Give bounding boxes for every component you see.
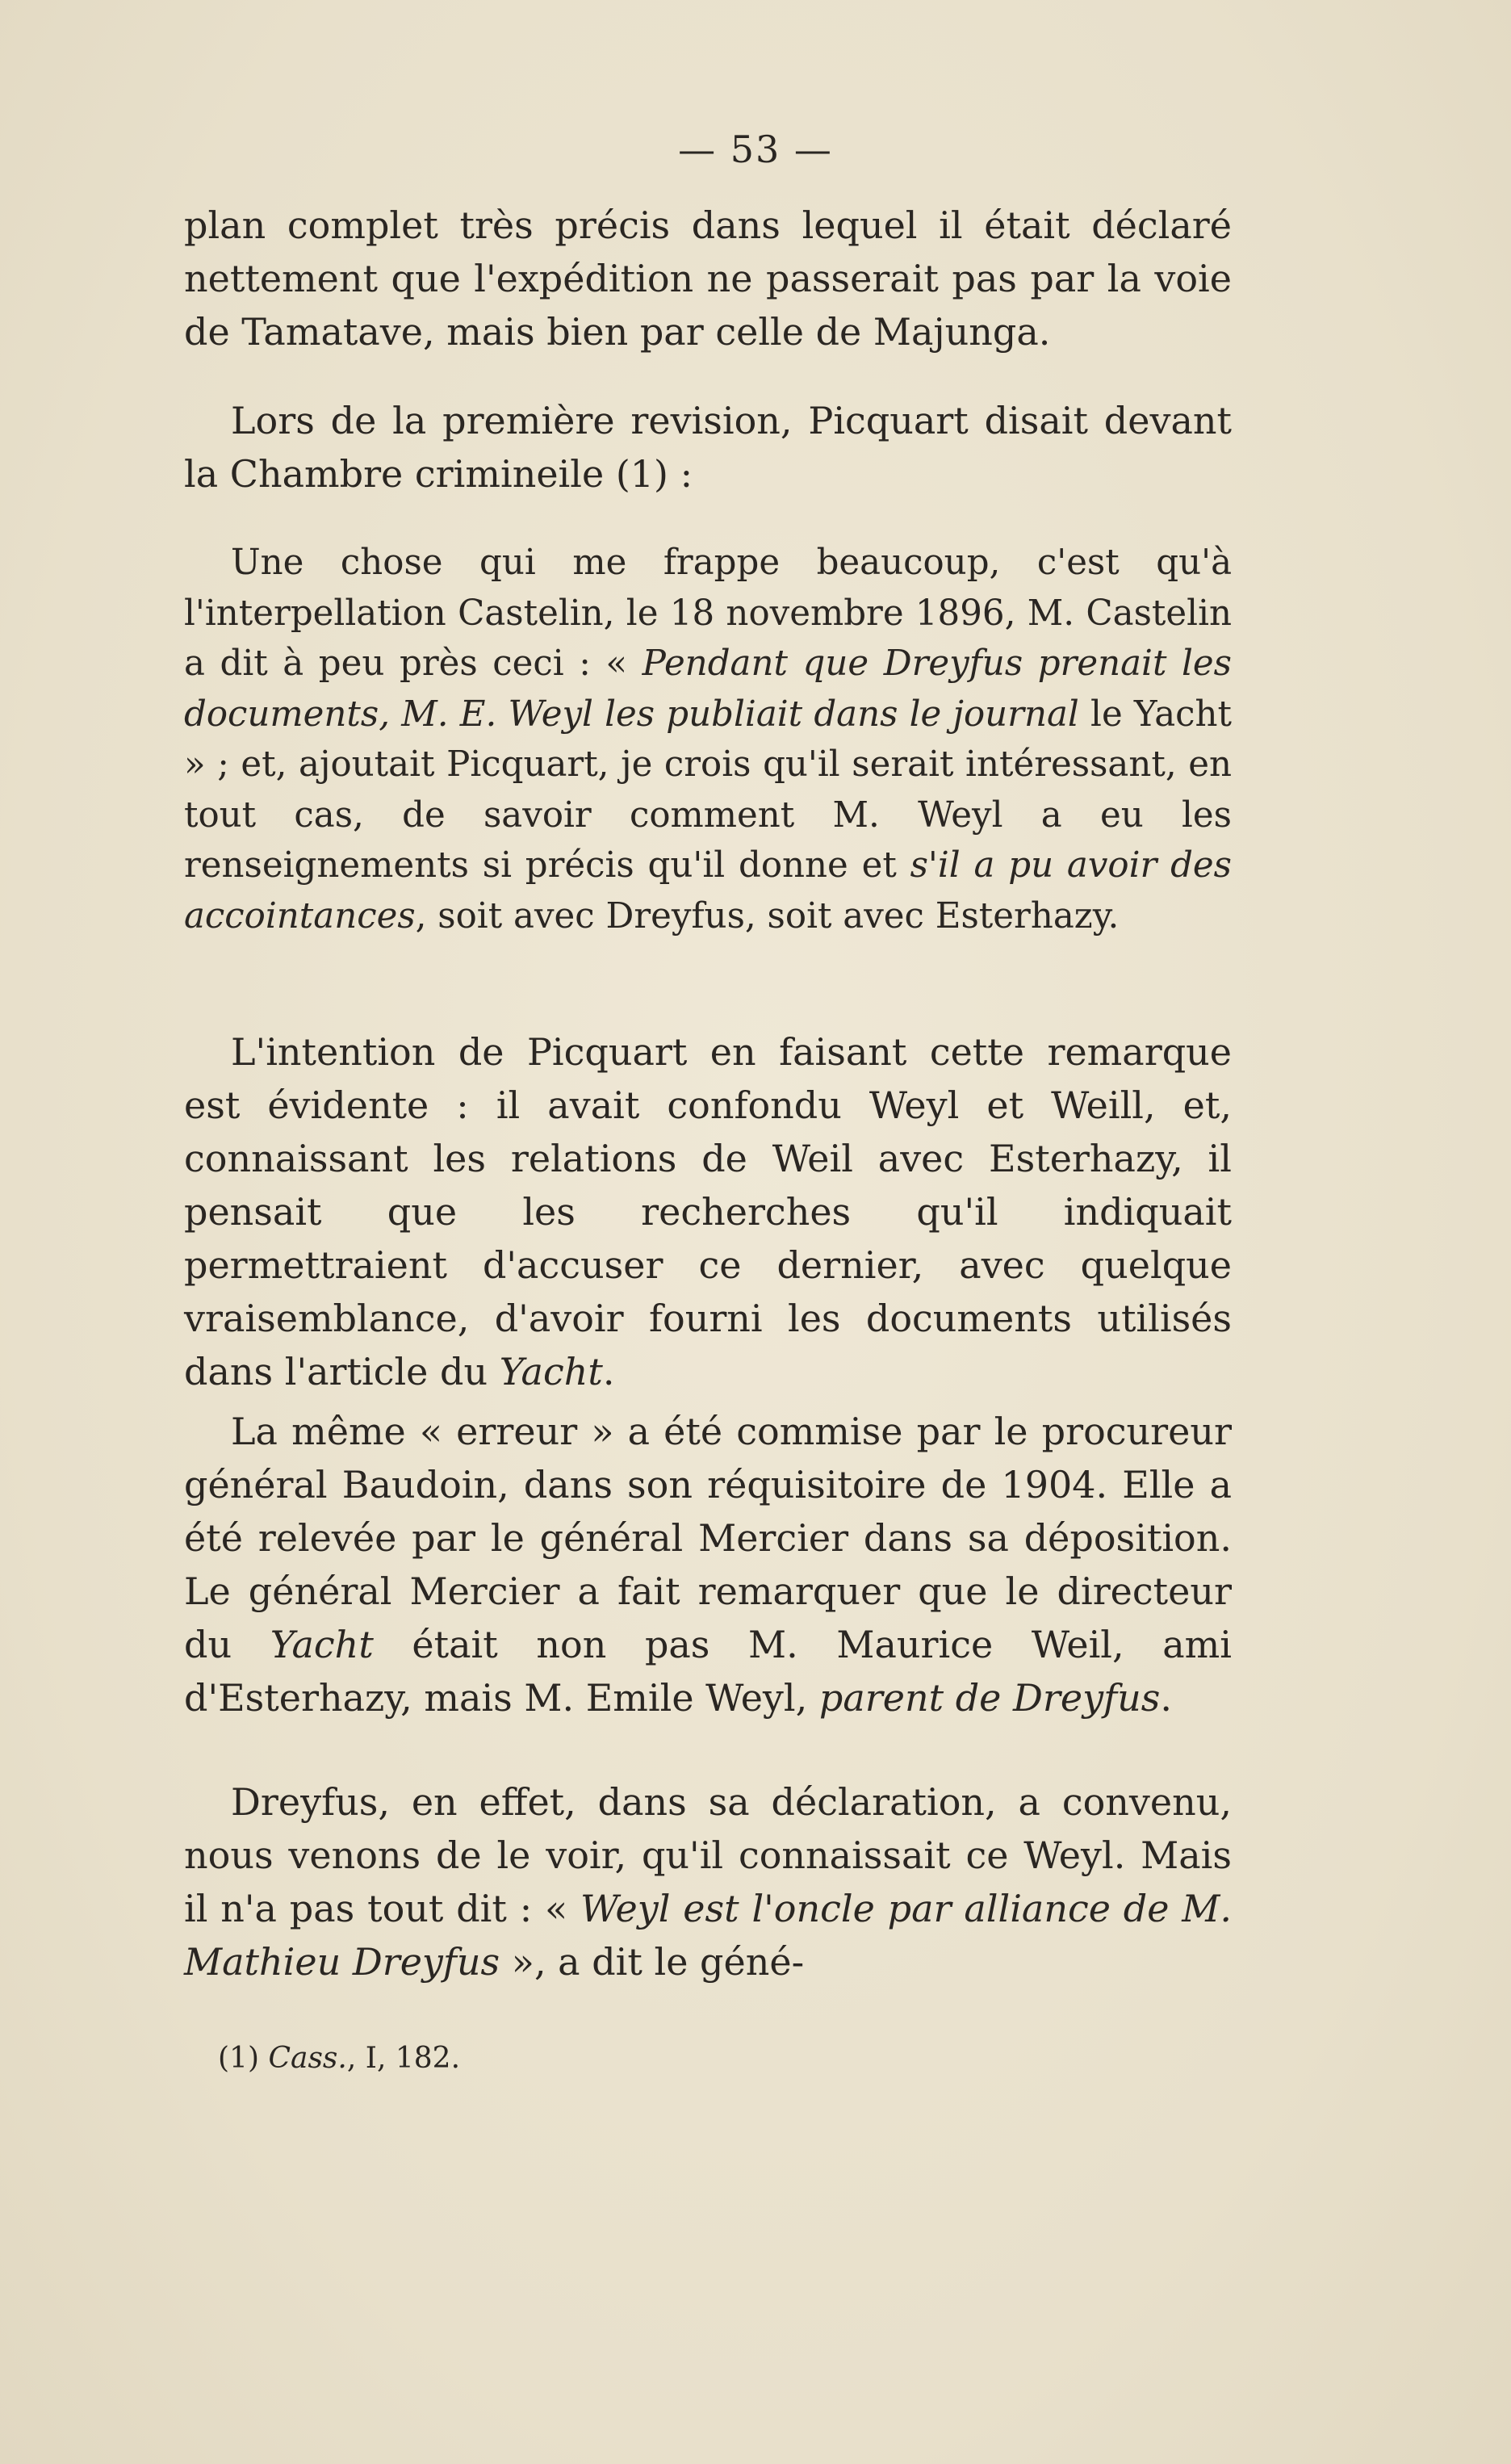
paragraph-text: plan complet très précis dans lequel il était déclaré nettement que l'expédition ne passerait pas par la voie de Tamatave, mais bien par celle de Majunga. — [184, 203, 1232, 354]
quote-segment: Une chose qui me frappe beaucoup, c'est qu'à l'interpellation Castelin, le 18 novembre 1896, M. Castelin a dit à peu près ceci : « — [184, 543, 1232, 684]
quote-text — [184, 538, 1232, 941]
paragraph-intention — [184, 1025, 1232, 1398]
italic-segment: Yacht — [270, 1623, 374, 1666]
paragraph-dreyfus-declaration — [184, 1775, 1232, 1988]
quote-segment: , soit avec Dreyfus, soit avec Esterhazy. — [415, 895, 1120, 937]
text-segment: était non pas M. Maurice Weil, ami d'Esterhazy, mais M. Emile Weyl, — [184, 1623, 1232, 1720]
paragraph-text — [184, 1405, 1232, 1724]
footnote-source: Cass. — [268, 2042, 347, 2075]
footnote-marker: (1) — [218, 2042, 259, 2075]
text-segment: . — [602, 1350, 615, 1393]
text-segment: La même « erreur » a été commise par le procureur général Baudoin, dans son réquisitoire de 1904. Elle a été relevée par le général Mercier dans sa déposition. Le général Mercier a fait remarquer que le directeur du — [184, 1410, 1232, 1666]
paragraph-text — [184, 1775, 1232, 1988]
paragraph-text — [184, 1025, 1232, 1398]
text-segment: L'intention de Picquart en faisant cette remarque est évidente : il avait confondu Weyl et Weill, et, connaissant les relations de Weil avec Esterhazy, il pensait que les recherches qu'il indiquait permettraient d'accuser ce dernier, avec quelque vraisemblance, d'avoir fourni les documents utilisés dans l'article du — [184, 1030, 1232, 1393]
paragraph-picquart-intro — [184, 394, 1232, 501]
italic-segment: Yacht — [499, 1350, 603, 1393]
quote-italic-segment: s'il a pu avoir des accointances — [184, 845, 1233, 937]
italic-segment: parent de Dreyfus — [818, 1676, 1161, 1720]
paragraph-erreur — [184, 1405, 1232, 1724]
text-segment: Dreyfus, en effet, dans sa déclaration, a convenu, nous venons de le voir, qu'il connaissait ce Weyl. Mais il n'a pas tout dit : « — [184, 1780, 1232, 1930]
quote-italic-segment: Pendant que Dreyfus prenait les documents, M. E. Weyl les publiait dans le journal — [184, 643, 1232, 735]
block-quote — [184, 538, 1232, 941]
quote-segment: le Yacht » ; et, ajoutait Picquart, je crois qu'il serait intéressant, en tout cas, de savoir comment M. Weyl a eu les renseignements si précis qu'il donne et — [184, 694, 1232, 886]
footnote-reference: , I, 182. — [346, 2042, 461, 2075]
italic-segment: Weyl est l'oncle par alliance de M. Mathieu Dreyfus — [184, 1887, 1232, 1984]
text-segment: », a dit le géné- — [500, 1940, 805, 1984]
paragraph-continuation — [184, 199, 1232, 358]
text-segment: . — [1160, 1676, 1172, 1720]
footnote — [218, 2039, 460, 2079]
paragraph-text: Lors de la première revision, Picquart disait devant la Chambre crimineile (1) : — [184, 399, 1232, 496]
page-number: — 53 — — [678, 128, 833, 171]
